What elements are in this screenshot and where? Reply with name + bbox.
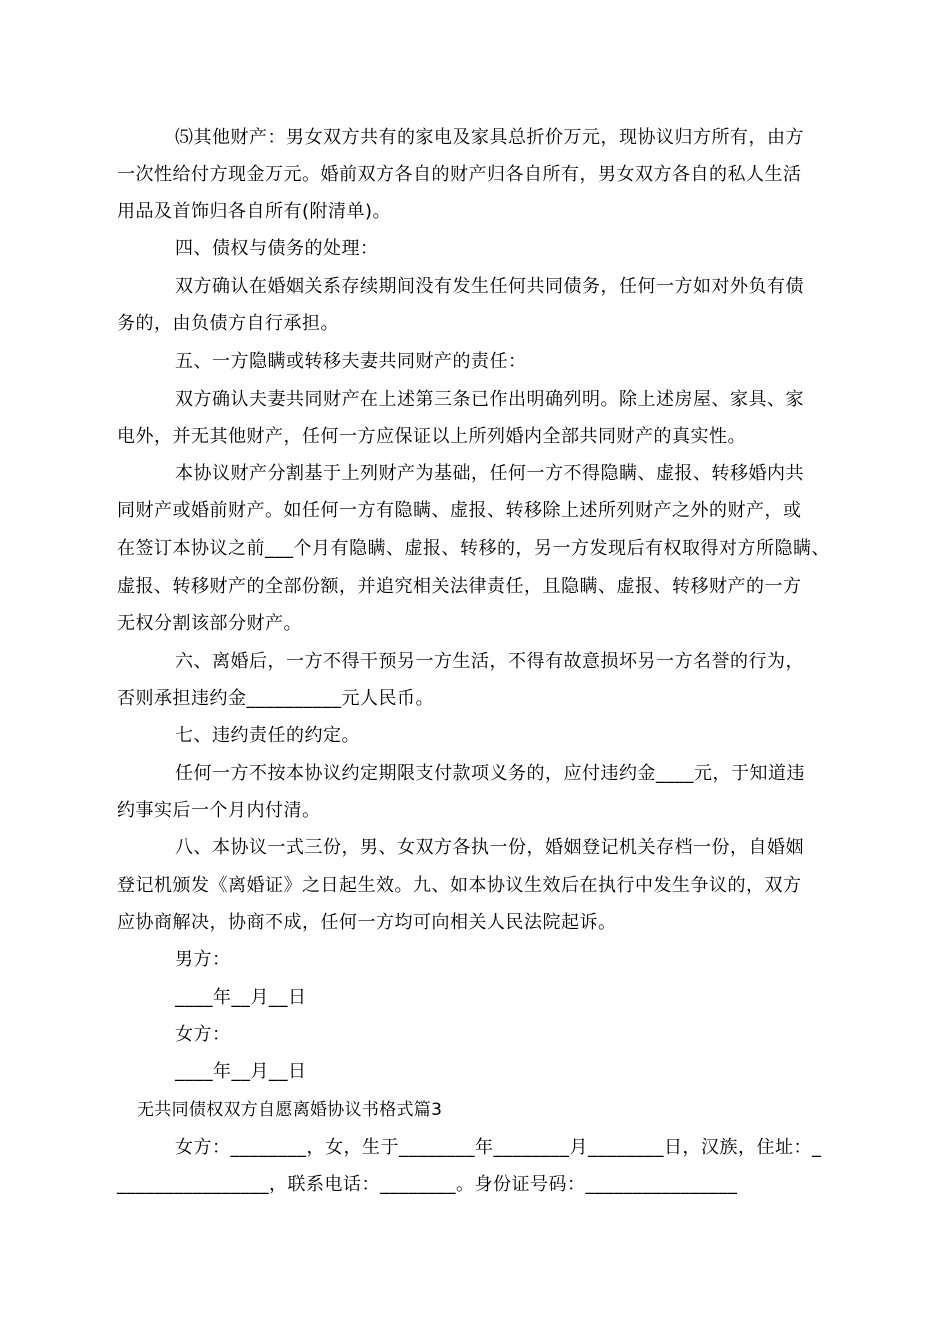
section-heading-7: 七、违约责任的约定。 (175, 725, 360, 746)
paragraph-line-9: 电外，并无其他财产，任何一方应保证以上所列婚内全部共同财产的真实性。 (117, 426, 746, 447)
paragraph-line-12: 在签订本协议之前___个月有隐瞒、虚报、转移的，另一方发现后有权取得对方所隐瞒、 (117, 538, 830, 559)
paragraph-line-3: 用品及首饰归各自所有(附清单)。 (117, 201, 392, 222)
paragraph-line-11: 同财产或婚前财产。如任何一方有隐瞒、虚报、转移除上述所列财产之外的财产，或 (117, 500, 802, 521)
paragraph-line-5: 双方确认在婚姻关系存续期间没有发生任何共同债务，任何一方如对外负有债 (175, 276, 804, 297)
paragraph-line-8: 双方确认夫妻共同财产在上述第三条已作出明确列明。除上述房屋、家具、家 (175, 389, 804, 410)
paragraph-line-20: 八、本协议一式三份，男、女双方各执一份，婚姻登记机关存档一份，自婚姻 (175, 837, 804, 858)
paragraph-line-2: 一次性给付方现金万元。婚前双方各自的财产归各自所有，男女双方各自的私人生活 (117, 164, 802, 185)
male-party-date: ____年__月__日 (175, 987, 307, 1008)
female-party-date: ____年__月__日 (175, 1061, 307, 1082)
paragraph-line-10: 本协议财产分割基于上列财产为基础，任何一方不得隐瞒、虚报、转移婚内共 (175, 463, 804, 484)
paragraph-line-1: ⑸其他财产：男女双方共有的家电及家具总折价万元，现协议归方所有，由方 (175, 127, 804, 148)
paragraph-line-22: 应协商解决，协商不成，任何一方均可向相关人民法院起诉。 (117, 912, 617, 933)
paragraph-line-15: 六、离婚后，一方不得干预另一方生活，不得有故意损坏另一方名誉的行为， (175, 651, 804, 672)
paragraph-line-28: 女方：________，女，生于________年________月________日，汉族，住址：_ (175, 1137, 822, 1158)
paragraph-line-14: 无权分割该部分财产。 (117, 613, 302, 634)
section-heading-5: 五、一方隐瞒或转移夫妻共同财产的责任： (175, 351, 527, 372)
section-heading-4: 四、债权与债务的处理： (175, 238, 379, 259)
paragraph-line-18: 任何一方不按本协议约定期限支付款项义务的，应付违约金____元，于知道违 (175, 763, 805, 784)
female-party-label: 女方： (175, 1024, 231, 1045)
paragraph-line-29: ________________，联系电话：________。身份证号码：________________ (117, 1174, 738, 1195)
paragraph-line-16: 否则承担违约金__________元人民币。 (117, 688, 434, 709)
paragraph-line-21: 登记机颁发《离婚证》之日起生效。九、如本协议生效后在执行中发生争议的，双方 (117, 875, 802, 896)
section-title: 无共同债权双方自愿离婚协议书格式篇3 (137, 1100, 443, 1120)
paragraph-line-6: 务的，由负债方自行承担。 (117, 313, 339, 334)
paragraph-line-19: 约事实后一个月内付清。 (117, 800, 321, 821)
paragraph-line-13: 虚报、转移财产的全部份额，并追究相关法律责任，且隐瞒、虚报、转移财产的一方 (117, 576, 802, 597)
male-party-label: 男方： (175, 949, 231, 970)
